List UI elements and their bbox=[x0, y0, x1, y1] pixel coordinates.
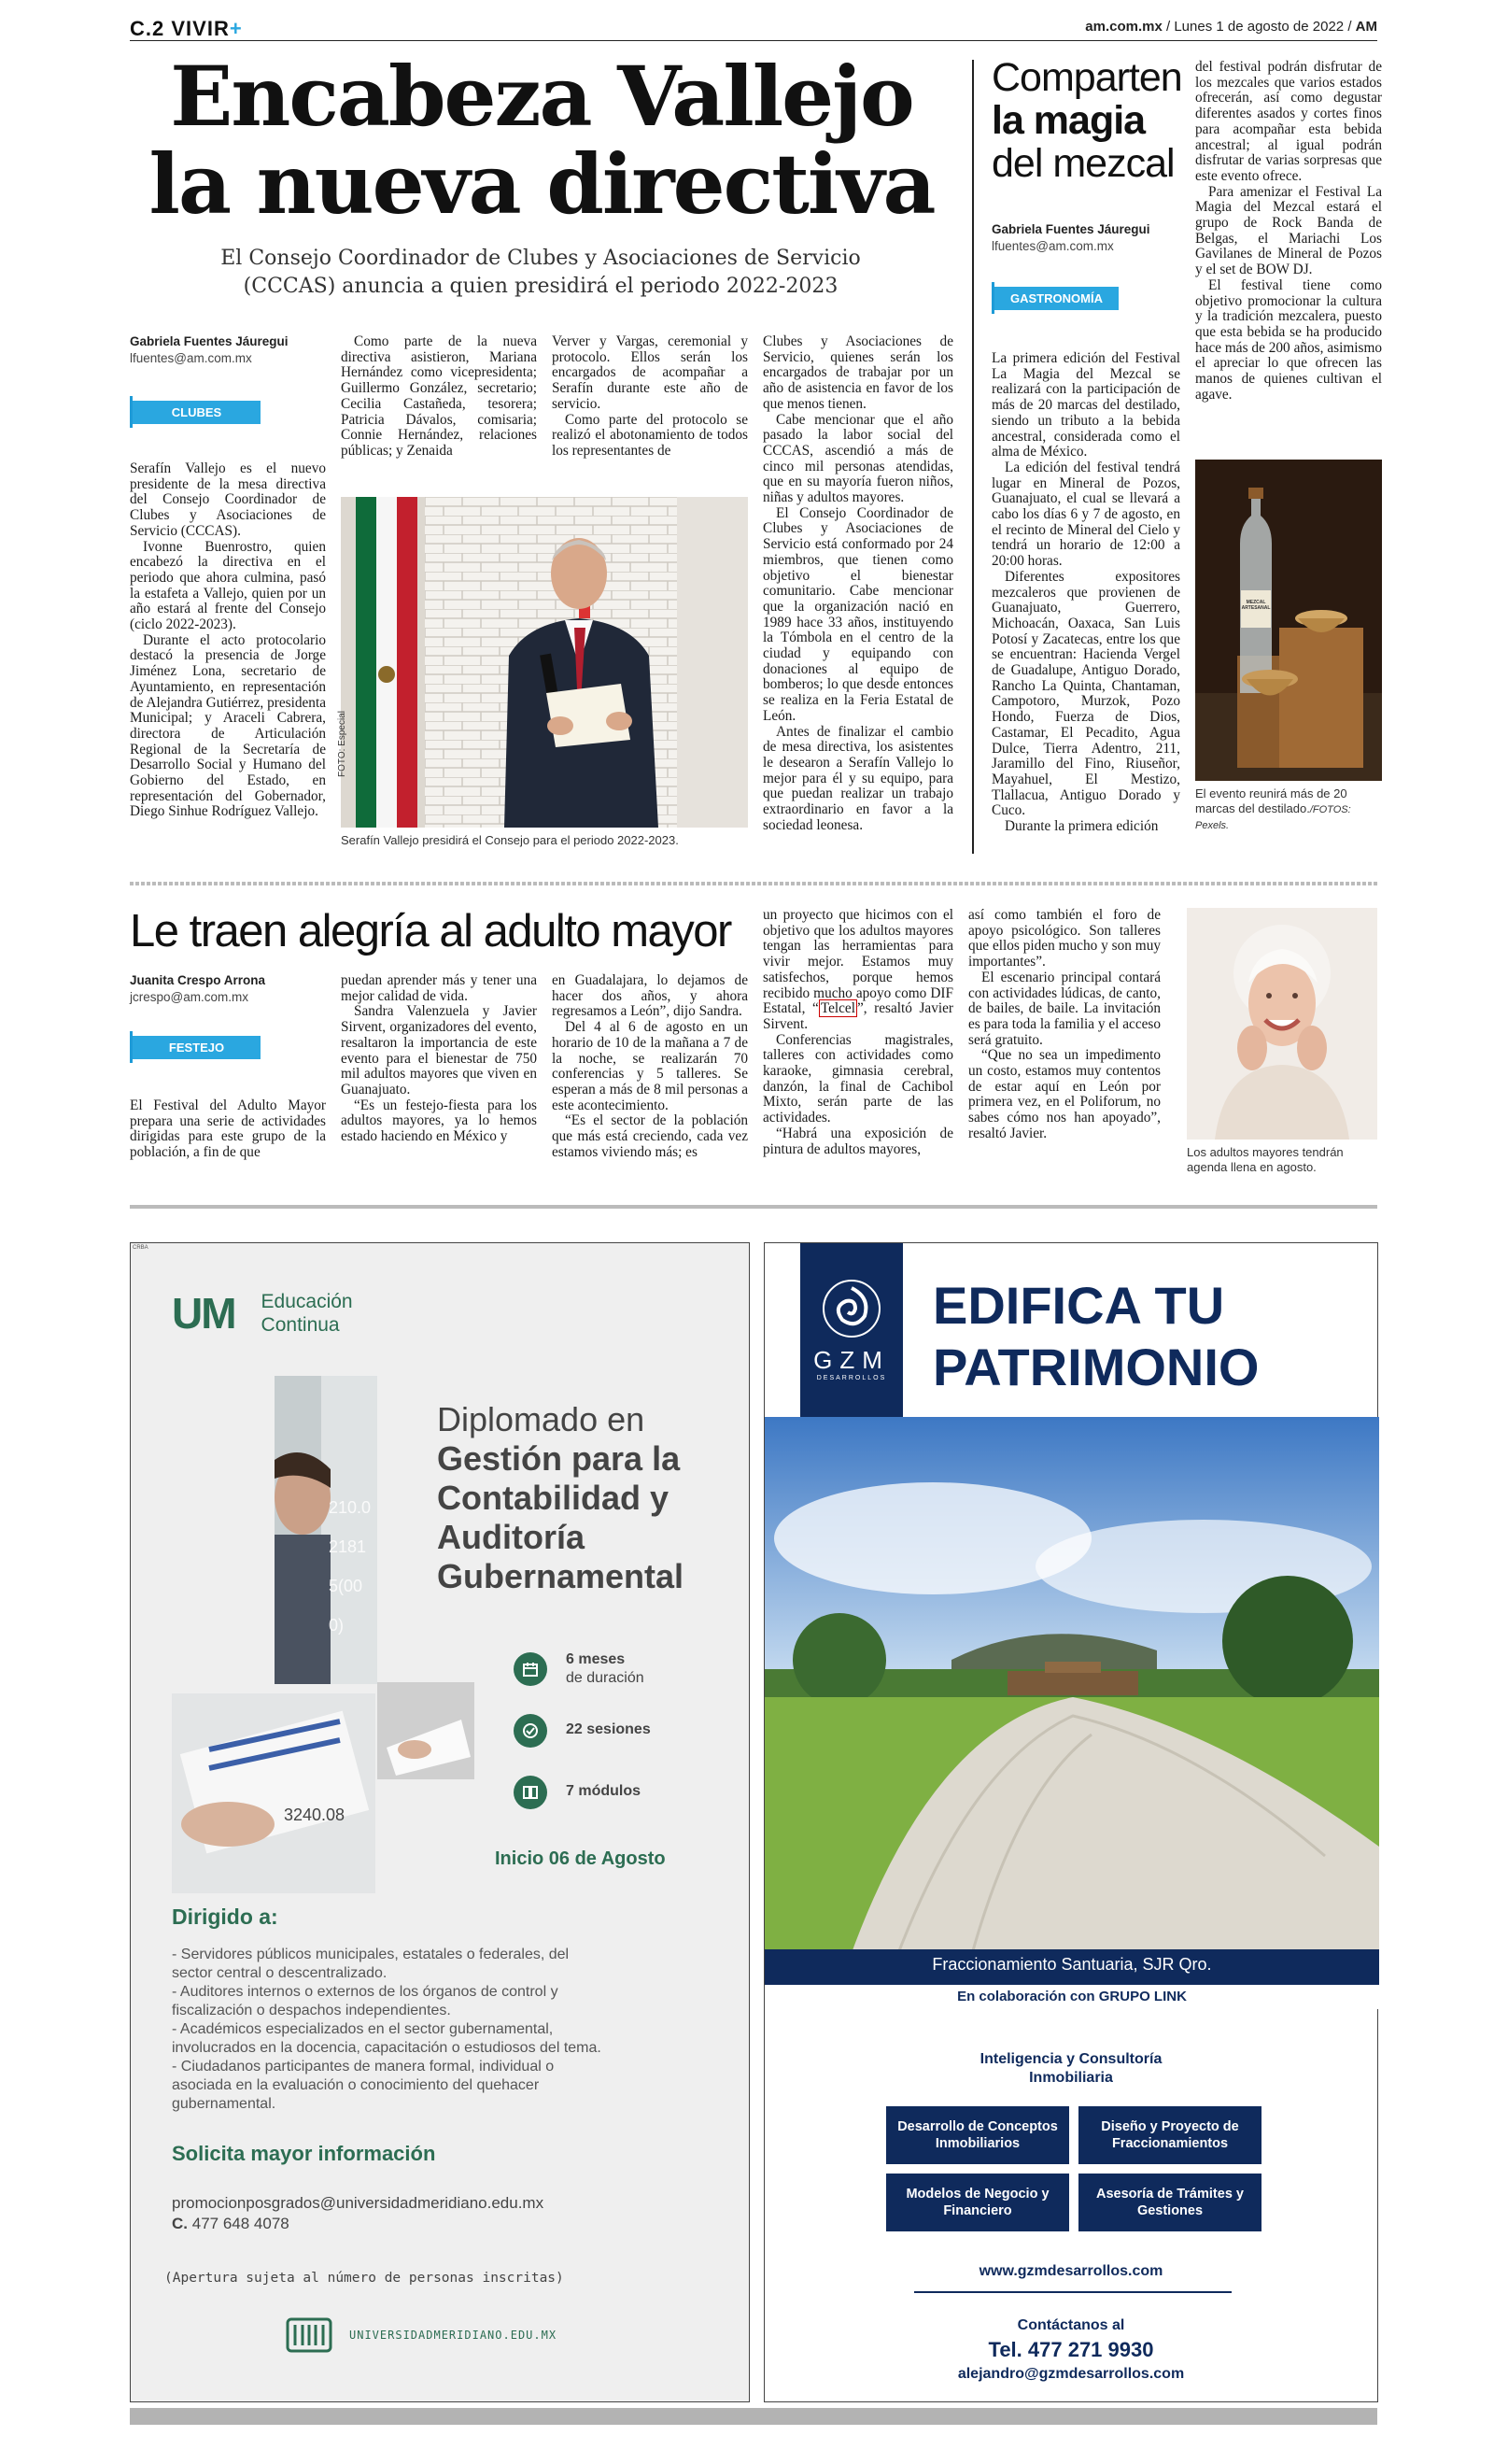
highlighted-word: Telcel bbox=[820, 1000, 855, 1017]
service-box: Modelos de Negocio y Financiero bbox=[886, 2174, 1069, 2231]
page-header bbox=[130, 15, 1377, 41]
check-icon bbox=[514, 1714, 547, 1748]
elderly-photo bbox=[1187, 908, 1377, 1140]
section-tag: FESTEJO bbox=[130, 1031, 261, 1063]
target-item: - Servidores públicos municipales, estatales o federales, del sector central o descentralizado. bbox=[172, 1947, 570, 1981]
page-footer-bar bbox=[130, 2408, 1377, 2425]
info-email: promocionposgrados@universidadmeridiano.edu.mx bbox=[172, 2194, 544, 2212]
course-title-bold: Contabilidad y bbox=[437, 1479, 669, 1517]
author-email: lfuentes@am.com.mx bbox=[992, 239, 1114, 253]
target-item: - Auditores internos o externos de los órganos de control y fiscalización o despachos independientes. bbox=[172, 1984, 558, 2018]
rose-logo-icon bbox=[822, 1279, 881, 1338]
article-subtitle: El Consejo Coordinador de Clubes y Asociaciones de Servicio (CCCAS) anuncia a quien presidirá el periodo 2022-2023 bbox=[220, 247, 861, 298]
photo-credit: FOTO: Especial bbox=[337, 711, 347, 777]
um-seal-icon bbox=[284, 2314, 334, 2357]
photo-circle-paper bbox=[377, 1682, 474, 1779]
article-mezcal bbox=[992, 56, 1382, 859]
course-title-bold: Gestión para la bbox=[437, 1439, 681, 1478]
collab-text: En colaboración con GRUPO LINK bbox=[765, 1985, 1379, 2009]
author-name: Gabriela Fuentes Jáuregui bbox=[130, 334, 289, 348]
article-column-1: Serafín Vallejo es el nuevo presidente de la mesa directiva del Consejo Coordinador de Clubes y Asociaciones de Servicio (CCCAS). Ivonne Buenrostro, quien encabezó la directiva en el periodo que ahora culmina, pasó la estafeta a Vallejo, quien por un año estará al frente del Consejo (ciclo 2022-2023). Durante el acto protocolario destacó la presencia de Jorge Jiménez Lona, secretario de Ayuntamiento, en representación de Alejandra Gutiérrez, presidenta Municipal; y Araceli Cabrera, directora de Articulación Regional de la Secretaría de Desarrollo Social y Humano del Gobierno del Estado, en representación del Gobernador, Diego Sinhue Rodríguez Vallejo. bbox=[130, 460, 326, 820]
byline bbox=[130, 334, 317, 365]
um-logo bbox=[172, 1288, 353, 1338]
headline-line1: Comparten bbox=[992, 55, 1182, 100]
article-photo bbox=[337, 497, 748, 828]
course-title-light: Diplomado en bbox=[437, 1400, 645, 1438]
contact-label: Contáctanos al bbox=[1017, 2317, 1125, 2333]
consulting-title: Inteligencia y Consultoría Inmobiliaria bbox=[980, 2051, 1163, 2086]
article-column-4: un proyecto que hicimos con el objetivo que los adultos mayores tengan las herramientas para vivir mejor. Estamos muy satisfechos, porque hemos recibido mucho apoyo como DIF Estatal, “ Telcel ”, resaltó Javier Sirvent. Conferencias magistrales, talleres con actividades como karaoke, gimnasia cerebral, danzón, la final de Cachibol Mixto, serán parte de las actividades. “Habrá una exposición de pintura de adultos mayores, bbox=[763, 907, 953, 1157]
mezcal-column-1: La primera edición del Festival La Magia del Mezcal se realizará con la participación de más de 20 marcas del destilado, siendo un tributo a la bebida ancestral, considerada como el alma de México. La edición del festival tendrá lugar en Mineral de Pozos, Guanajuato, el cual se llevará a cabo los días 6 y 7 de agosto, en el recinto de Mineral del Cielo y tendrá un horario de 12:00 a 20:00 horas. Diferentes expositores mezcaleros que provienen de Guanajuato, Guerrero, Michoacán, Oaxaca, San Luis Potosí y Zacatecas, entre los que se encuentran: Hacienda Vergel de Guadalupe, Antiguo Dorado, Rancho La Quinta, Chantaman, Campotoro, Murzok, Pozo Hondo, Fuerza de Dios, Castamar, El Pecadito, Agua Dulce, Tierra Adentro, 211, Jaramillo del Fino, Riuseñor, Mayahuel, El Mestizo, Tlallacua, Antiguo Dorado y Cuco. Durante la primera edición bbox=[992, 350, 1180, 835]
landscape-photo bbox=[765, 1417, 1379, 1961]
um-logo-mark: UM bbox=[172, 1289, 235, 1338]
headline-line2: la nueva directiva bbox=[148, 135, 935, 233]
column-divider bbox=[972, 60, 974, 854]
mezcal-column-2: del festival podrán disfrutar de los mezcales que varios estados ofrecerán, así como degustar diferentes asados y cortes finos para acompañar esta bebida ancestral; al igual podrán disfrutar de varias sorpresas que este evento ofrece. Para amenizar el Festival La Magia del Mezcal estará el grupo de Rock Banda de Belgas, el Mariachi Los Gavilanes de Mineral de Pozos y el set de BOW DJ. El festival tiene como objetivo promocionar la cultura y la tradición mezcalera, puesto que esta bebida se ha producido hace más de 200 años, asimismo el apreciar lo que ofrecen las manos de quienes cultivan el agave. bbox=[1195, 59, 1382, 403]
feature-modules: 7 módulos bbox=[514, 1772, 738, 1834]
um-footer bbox=[284, 2314, 557, 2357]
info-title: Solicita mayor información bbox=[172, 2142, 436, 2165]
photo-caption: Serafín Vallejo presidirá el Consejo para el periodo 2022-2023. bbox=[341, 833, 679, 847]
ad-gzm-desarrollos bbox=[764, 1242, 1378, 2402]
website-rule bbox=[914, 2291, 1232, 2293]
contact-email[interactable]: alejandro@gzmdesarrollos.com bbox=[957, 2366, 1185, 2382]
article-adulto-mayor bbox=[130, 906, 1377, 1177]
article-column-3: Verver y Vargas, ceremonial y protocolo. Ellos serán los encargados de acompañar a Serafín durante este año de servicio. Como parte del protocolo se realizó el abotonamiento de todos los representantes de bbox=[552, 333, 748, 459]
headline-line2: la magia bbox=[992, 98, 1146, 143]
gzm-headline: EDIFICA TU PATRIMONIO bbox=[933, 1276, 1260, 1396]
headline-line1: Encabeza Vallejo bbox=[170, 48, 913, 145]
mezcal-caption: El evento reunirá más de 20 marcas del destilado./FOTOS: Pexels. bbox=[1195, 786, 1351, 831]
ad-universidad-meridiano bbox=[130, 1242, 750, 2402]
gzm-logo-sub: DESARROLLOS bbox=[816, 1375, 887, 1381]
target-list bbox=[172, 1946, 611, 2114]
article-column-2: puedan aprender más y tener una mejor calidad de vida. Sandra Valenzuela y Javier Sirvent, organizadores del evento, resaltaron la importancia de este evento para el bienestar de 750 mil adultos mayores que viven en Guanajuato. “Es un festejo-fiesta para los adultos mayores, ya lo hemos estado haciendo en México y bbox=[341, 972, 537, 1145]
site-name: am.com.mx bbox=[1085, 19, 1163, 35]
smiling-woman-photo bbox=[1187, 908, 1377, 1140]
photo-circle-hands bbox=[172, 1693, 375, 1893]
course-features bbox=[514, 1649, 738, 1834]
photo-numbers: 3240.08 bbox=[284, 1806, 345, 1824]
development-photo bbox=[765, 1417, 1379, 1961]
um-brand-text: Educación Continua bbox=[261, 1291, 353, 1336]
brand-name: AM bbox=[1355, 19, 1377, 35]
author-email: jcrespo@am.com.mx bbox=[130, 990, 248, 1004]
calendar-icon bbox=[514, 1652, 547, 1686]
service-box: Asesoría de Trámites y Gestiones bbox=[1078, 2174, 1261, 2231]
author-name: Gabriela Fuentes Jáuregui bbox=[992, 222, 1150, 236]
gzm-logo-text: GZM bbox=[813, 1346, 890, 1374]
plus-icon: + bbox=[229, 17, 243, 40]
author-email: lfuentes@am.com.mx bbox=[130, 351, 252, 365]
target-item: - Académicos especializados en el sector gubernamental, involucrados en la docencia, capacitación o estudiosos del tema. bbox=[172, 2021, 601, 2056]
um-website[interactable]: UNIVERSIDADMERIDIANO.EDU.MX bbox=[349, 2329, 557, 2342]
target-item: - Ciudadanos participantes de manera formal, individual o asociada en la evaluación o conocimiento del quehacer gubernamental. bbox=[172, 2059, 555, 2112]
course-title bbox=[437, 1400, 736, 1596]
article-headline bbox=[130, 48, 953, 233]
elderly-caption: Los adultos mayores tendrán agenda llena en agosto. bbox=[1187, 1145, 1344, 1174]
article-column-1: El Festival del Adulto Mayor prepara una serie de actividades dirigidas para este grupo de la población, a fin de que bbox=[130, 1097, 326, 1161]
course-title-bold: Gubernamental bbox=[437, 1557, 684, 1595]
author-name: Juanita Crespo Arrona bbox=[130, 973, 266, 987]
header-dateline: am.com.mx / Lunes 1 de agosto de 2022 / AM bbox=[1085, 19, 1377, 35]
mezcal-headline bbox=[992, 56, 1188, 185]
info-phone: C. 477 648 4078 bbox=[172, 2215, 289, 2232]
section-separator bbox=[130, 882, 1377, 885]
section-tag: CLUBES bbox=[130, 396, 261, 428]
photo-pill-man bbox=[275, 1376, 377, 1684]
course-title-bold: Auditoría bbox=[437, 1518, 585, 1556]
byline bbox=[130, 973, 317, 1004]
contact-phone[interactable]: Tel. 477 271 9930 bbox=[988, 2338, 1154, 2361]
feature-sessions: 22 sesiones bbox=[514, 1710, 738, 1772]
article-headline: Le traen alegría al adulto mayor bbox=[130, 906, 731, 956]
section-number: C.2 bbox=[130, 17, 165, 40]
article-vallejo bbox=[130, 48, 953, 856]
article-column-2: Como parte de la nueva directiva asistieron, Mariana Hernández como vicepresidenta; Guillermo González, secretario; Cecilia Castañeda, tesorera; Patricia Dávalos, comisaria; Connie Hernández, relaciones públicas; y Zenaida bbox=[341, 333, 537, 459]
article-column-3: en Guadalajara, lo dejamos de hacer dos años, y ahora regresamos a León”, dijo Sandra. Del 4 al 6 de agosto en un horario de 10 de la mañana a 7 de la noche, se realizarán 70 conferencias y 5 talleres. Se esperan a más de 8 mil personas a este acontecimiento. “Es el sector de la población que más está creciendo, cada vez estamos viviendo más; es bbox=[552, 972, 748, 1160]
service-box: Diseño y Proyecto de Fraccionamientos bbox=[1078, 2106, 1261, 2164]
course-start: Inicio 06 de Agosto bbox=[495, 1848, 666, 1869]
photo-numbers: 210.0 2181 5(000) bbox=[329, 1498, 372, 1635]
calculator-photo bbox=[172, 1693, 375, 1893]
enrollment-note: (Apertura sujeta al número de personas inscritas) bbox=[164, 2271, 564, 2286]
article-column-4: Clubes y Asociaciones de Servicio, quienes serán los encargados de trabajar por un año de asistencia en favor de los que menos tienen. Cabe mencionar que el año pasado la labor social del CCCAS, ascendió a más de cinco mil personas atendidas, que en su mayoría fueron niños, niñas y adultos mayores. El Consejo Coordinador de Clubes y Asociaciones de Servicio está conformado por 24 miembros, que tienen como objetivo el bienestar comunitario. Cabe mencionar que la organización nació en 1989 hace 33 años, instituyendo la Tómbola en el centro de la ciudad y equipando con donaciones al equipo de bomberos; lo que desde entonces se realiza en la Feria Estatal de León. Antes de finalizar el cambio de mesa directiva, los asistentes le desearon a Serafín Vallejo lo mejor para él y su equipo, para que puedan realizar un trabajo extraordinario en favor a la sociedad leonesa. bbox=[763, 333, 953, 833]
bottle-label: MEZCAL ARTESANAL bbox=[1241, 600, 1271, 611]
article-column-5: así como también el foro de apoyo psicológico. Son talleres que ellos piden mucho y son muy importantes”. El escenario principal contará con actividades lúdicas, de canto, de bailes, de baile. La invitación es para toda la familia y el acceso será gratuito. “Que no sea un impedimento un costo, estamos muy contentos de estar aquí en León por primera vez, en el Poliforum, no sabes cómo nos han apoyado”, resaltó Javier. bbox=[968, 907, 1161, 1141]
gzm-website[interactable]: www.gzmdesarrollos.com bbox=[979, 2263, 1163, 2279]
book-icon bbox=[514, 1776, 547, 1809]
location-banner bbox=[765, 1949, 1379, 2009]
gzm-logo bbox=[800, 1243, 903, 1417]
section-tag: GASTRONOMÍA bbox=[992, 282, 1119, 314]
bottle-photo bbox=[1195, 460, 1382, 781]
section-separator bbox=[130, 1205, 1377, 1209]
speaker-photo bbox=[341, 497, 748, 828]
mezcal-photo bbox=[1195, 460, 1382, 781]
issue-date: Lunes 1 de agosto de 2022 bbox=[1174, 19, 1345, 35]
byline bbox=[992, 222, 1188, 253]
headline-line3: del mezcal bbox=[992, 141, 1175, 186]
ad-code: CRBA bbox=[133, 1245, 148, 1251]
feature-duration: 6 meses de duración bbox=[514, 1649, 738, 1710]
target-title: Dirigido a: bbox=[172, 1905, 278, 1929]
document-photo bbox=[377, 1682, 474, 1779]
section-name: VIVIR bbox=[171, 17, 230, 40]
service-box: Desarrollo de Conceptos Inmobiliarios bbox=[886, 2106, 1069, 2164]
section-label bbox=[130, 17, 243, 41]
location-text: Fraccionamiento Santuaria, SJR Qro. bbox=[932, 1955, 1212, 1974]
